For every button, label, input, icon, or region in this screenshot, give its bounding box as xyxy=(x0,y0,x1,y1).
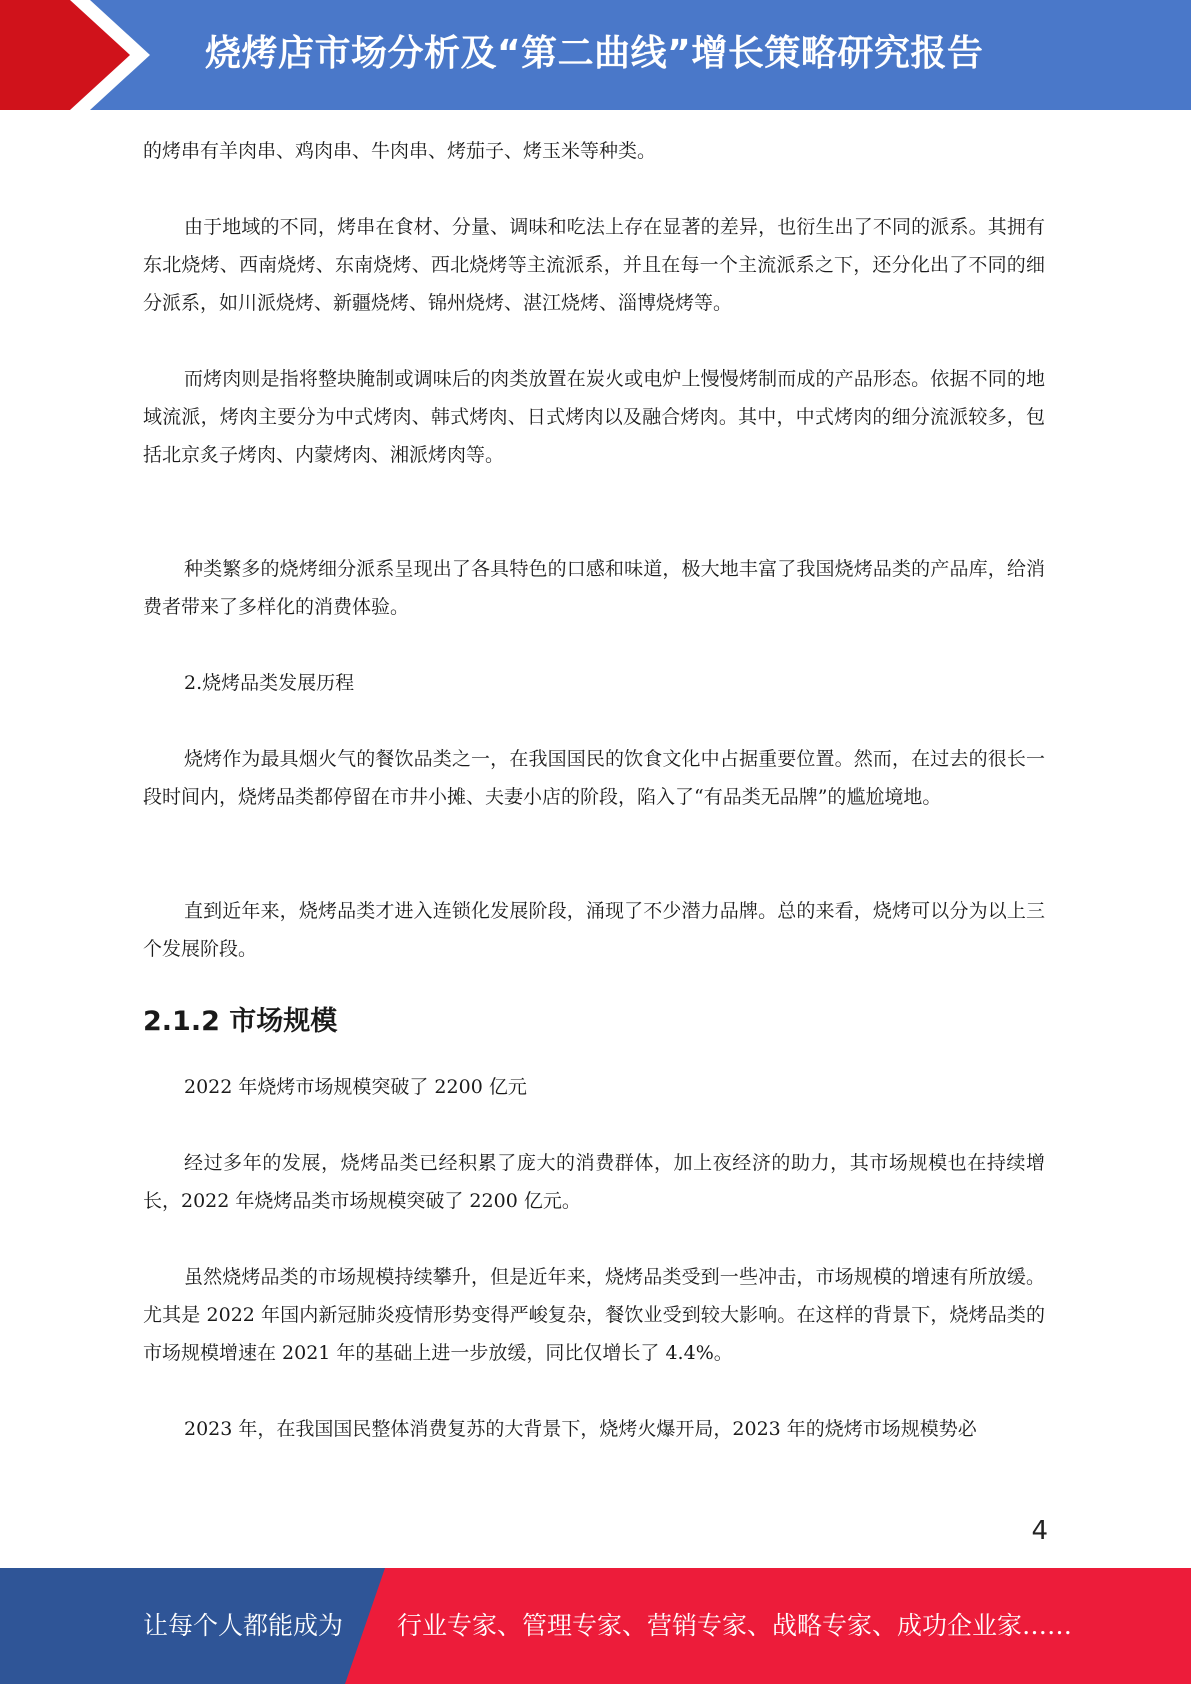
paragraph: 虽然烧烤品类的市场规模持续攀升，但是近年来，烧烤品类受到一些冲击，市场规模的增速有所放缓。尤其是 2022 年国内新冠肺炎疫情形势变得严峻复杂，餐饮业受到较大影响。在这样的背景下，烧烤品类的市场规模增速在 2021 年的基础上进一步放缓，同比仅增长了 4.4%。 xyxy=(143,1266,1045,1364)
report-title: 烧烤店市场分析及“第二曲线”增长策略研究报告 xyxy=(205,33,984,74)
footer-slogan-left: 让每个人都能成为 xyxy=(143,1611,344,1640)
paragraph: 种类繁多的烧烤细分派系呈现出了各具特色的口感和味道，极大地丰富了我国烧烤品类的产品库，给消费者带来了多样化的消费体验。 xyxy=(143,558,1045,618)
page-header xyxy=(0,0,1191,110)
subsection-title: 2.烧烤品类发展历程 xyxy=(184,672,355,694)
paragraph: 的烤串有羊肉串、鸡肉串、牛肉串、烤茄子、烤玉米等种类。 xyxy=(143,140,657,162)
footer-slogan-right: 行业专家、管理专家、营销专家、战略专家、成功企业家…… xyxy=(397,1611,1073,1640)
paragraph: 2023 年，在我国国民整体消费复苏的大背景下，烧烤火爆开局，2023 年的烧烤市场规模势必 xyxy=(184,1418,977,1440)
page-number: 4 xyxy=(1031,1516,1048,1546)
paragraph: 直到近年来，烧烤品类才进入连锁化发展阶段，涌现了不少潜力品牌。总的来看，烧烤可以分为以上三个发展阶段。 xyxy=(143,900,1045,960)
document-body xyxy=(143,132,1045,1448)
page-footer xyxy=(0,1568,1191,1684)
paragraph: 而烤肉则是指将整块腌制或调味后的肉类放置在炭火或电炉上慢慢烤制而成的产品形态。依据不同的地域流派，烤肉主要分为中式烤肉、韩式烤肉、日式烤肉以及融合烤肉。其中，中式烤肉的细分流派较多，包括北京炙子烤肉、内蒙烤肉、湘派烤肉等。 xyxy=(143,368,1045,466)
paragraph: 2022 年烧烤市场规模突破了 2200 亿元 xyxy=(184,1076,527,1098)
paragraph: 烧烤作为最具烟火气的餐饮品类之一，在我国国民的饮食文化中占据重要位置。然而，在过去的很长一段时间内，烧烤品类都停留在市井小摊、夫妻小店的阶段，陷入了“有品类无品牌”的尴尬境地。 xyxy=(143,748,1045,808)
paragraph: 经过多年的发展，烧烤品类已经积累了庞大的消费群体，加上夜经济的助力，其市场规模也在持续增长，2022 年烧烤品类市场规模突破了 2200 亿元。 xyxy=(143,1152,1045,1212)
section-heading: 2.1.2 市场规模 xyxy=(143,1006,338,1037)
paragraph: 由于地域的不同，烤串在食材、分量、调味和吃法上存在显著的差异，也衍生出了不同的派系。其拥有东北烧烤、西南烧烤、东南烧烤、西北烧烤等主流派系，并且在每一个主流派系之下，还分化出了不同的细分派系，如川派烧烤、新疆烧烤、锦州烧烤、湛江烧烤、淄博烧烤等。 xyxy=(143,216,1045,314)
